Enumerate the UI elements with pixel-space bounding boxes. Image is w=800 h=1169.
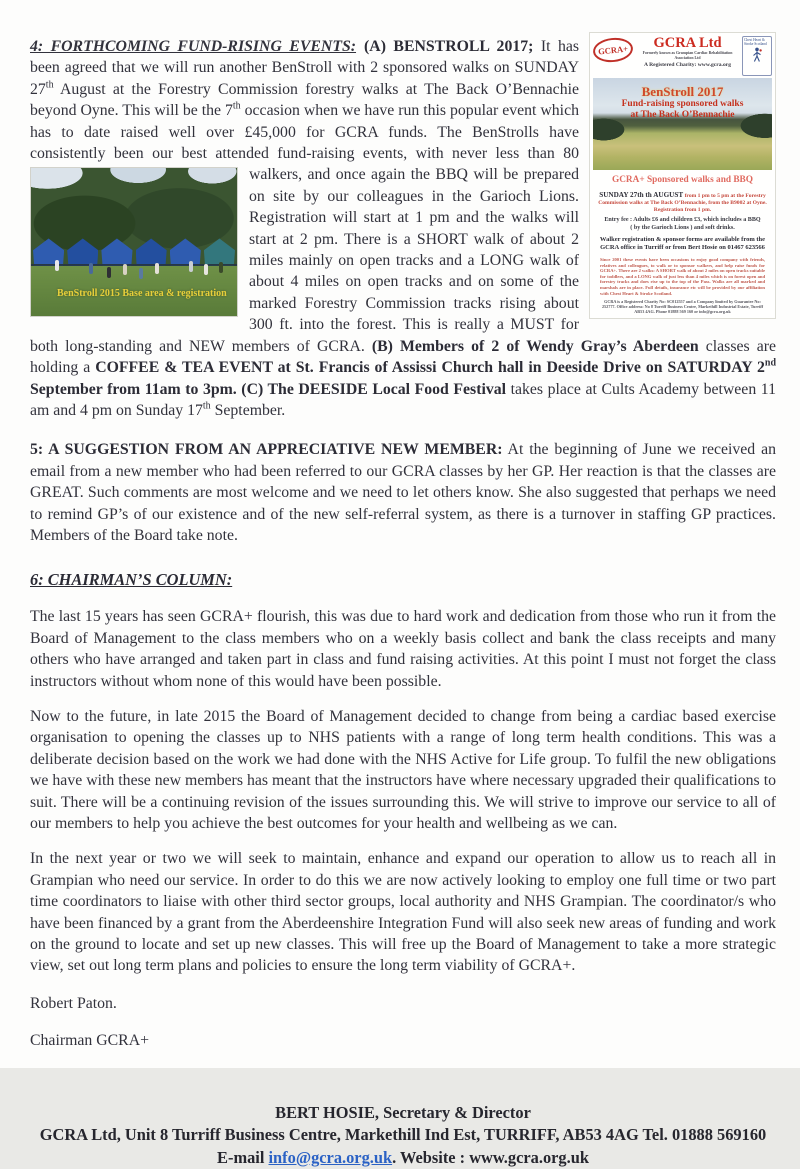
wendy-gray-label: (B) Members of 2 of Wendy Gray’s Aberdeen: [371, 337, 699, 355]
walking-person-icon: [751, 47, 763, 63]
poster-charity-line: A Registered Charity: www.gcra.org: [643, 62, 732, 68]
poster-photo-title: BenStroll 2017: [641, 84, 724, 99]
footer-email-label: E-mail: [217, 1147, 269, 1167]
person-figure: [123, 264, 127, 275]
gcra-plus-logo: GCRA+: [592, 36, 634, 64]
footer-secretary-line: BERT HOSIE, Secretary & Director: [275, 1102, 531, 1122]
person-figure: [89, 263, 93, 274]
photo-tents-row: [33, 238, 235, 266]
section4-text5: September.: [210, 401, 286, 419]
sup-7th: th: [232, 100, 241, 112]
person-figure: [219, 262, 223, 273]
sup-17th: th: [202, 400, 211, 412]
poster-red-line2: Commission walks at The Back O’Bennachie, from the B9002 at Oyne.: [598, 200, 767, 206]
signature-name: Robert Paton.: [30, 994, 117, 1012]
section4-heading: 4: FORTHCOMING FUND-RISING EVENTS:: [30, 38, 357, 55]
poster-fine-print-red: Since 2001 these events have been occasions to enjoy good company with friends, relatives and colleagues, to walk or to sponsor walkers, and help raise funds for GCRA+. There are 2 walks: A SHORT walk of about 2 miles on open tracks suitable for toddlers, and a LONG walk of just less than 4 miles which is on forest open and forestry tracks and does rise up to the top of the Pass. Walks are all marked and marshals are in place. Full details, insurance etc will be provided by our affiliation with Chest Heart & Stroke Scotland.: [600, 257, 765, 296]
section4-text4: takes place at Cults Academy between 11 am and 4 pm on Sunday 17: [30, 380, 776, 419]
tent-icon: [67, 238, 98, 266]
poster-entry-line2: ( by the Garioch Lions ) and soft drinks.: [630, 224, 735, 231]
person-figure: [155, 263, 159, 274]
page-footer: [30, 1102, 776, 1169]
footer-contact-line: [30, 1147, 776, 1169]
footer-website-text: . Website : www.gcra.org.uk: [392, 1147, 589, 1167]
section4-text3: classes are holding a: [30, 337, 776, 377]
poster-title-block: [635, 36, 740, 69]
poster-registration-line1: Walker registration & sponsor forms are available from the: [599, 236, 766, 243]
person-figure: [55, 260, 59, 271]
person-figure: [107, 267, 111, 278]
poster-subtitle: Formerly known as Grampian Cardiac Rehabilitation Association Ltd: [642, 51, 733, 60]
signature-title: Chairman GCRA+: [30, 1032, 150, 1050]
section5-heading: 5: A SUGGESTION FROM AN APPRECIATIVE NEW MEMBER:: [30, 441, 503, 459]
person-figure: [204, 264, 208, 275]
section6-para1: The last 15 years has seen GCRA+ flourish, this was due to hard work and dedication from those who run it from the Board of Management to the class members who on a weekly basis collect and bank the class receipts and many others who have arranged and taken part in class and fund raising activities. At this point I must not forget the class instructors without whom none of this would have been possible.: [30, 608, 776, 690]
poster-photo-subtitle2: at The Back O’Bennachie: [630, 110, 735, 120]
tent-icon: [170, 238, 201, 266]
poster-entry-line1: Entry fee : Adults £6 and children £3, which includes a BBQ: [604, 217, 761, 223]
poster-title: GCRA Ltd: [653, 35, 722, 51]
section5-paragraph: [30, 439, 776, 546]
poster-photo-subtitle1: Fund-raising sponsored walks: [621, 99, 744, 109]
footer-email-link[interactable]: info@gcra.org.uk: [268, 1147, 393, 1167]
poster-registration-line2: GCRA office in Turriff or from Bert Hosie on 01467 623566: [600, 244, 765, 251]
section4-text1a: It has been agreed that we will run another BenStroll with 2 sponsored walks on SUNDAY 27: [30, 38, 579, 98]
section4-text1b: August at the Forestry Commission forestry walks at The Back O’Bennachie beyond Oyne. This will be the 7: [30, 80, 579, 120]
deeside-festival-label: September from 11am to 3pm. (C) The DEESIDE Local Food Festival: [30, 380, 507, 398]
photo-caption: BenStroll 2015 Base area & registration: [57, 288, 227, 300]
footer-address-line: GCRA Ltd, Unit 8 Turriff Business Centre, Markethill Ind Est, TURRIFF, AB53 4AG Tel. 01888 569160: [39, 1125, 767, 1145]
section6-heading: 6: CHAIRMAN’S COLUMN:: [30, 570, 233, 590]
tent-icon: [101, 238, 132, 266]
tent-icon: [33, 238, 64, 266]
benstroll-2017-poster: [589, 32, 776, 319]
poster-photo-titles: [593, 85, 772, 121]
poster-header: [593, 36, 772, 76]
chss-affiliation-badge: [742, 36, 772, 76]
section6-para3: In the next year or two we will seek to maintain, enhance and expand our operation to allow us to reach all in Grampian who need our service. In order to do this we are now actively looking to employ one full time or two part time coordinators to liaise with other third sector groups, local authority and NHS Grampian. The coordinator/s who have been financed by a grant from the Aberdeenshire Integration Fund will also seek new areas of funding and work on the ground to locate and set up new classes. This will free up the Board of Management to take a more strategic view, set out long term plans and policies to ensure the long term viability of GCRA+.: [30, 850, 776, 975]
benstroll-label: (A) BENSTROLL 2017;: [364, 38, 534, 55]
section6-para2: Now to the future, in late 2015 the Board of Management decided to change from being a cardiac based exercise organisation to opening the classes up to NHS patients with a range of long term health conditions. This was a deliberate decision based on the work we had done with the NHS Active for Life group. To fulfil the new obligations we have with these new members has meant that the instructors have where necessary upgraded their qualifications to suit. There will be a continuing revision of the issues surrounding this. We will strive to improve our service to all of our members to help you achieve the best outcomes for your health and wellbeing as we can.: [30, 707, 776, 832]
badge-text: Chest Heart & Stroke Scotland: [744, 38, 767, 46]
poster-date-red: from 1 pm to 5 pm at the Forestry: [683, 193, 766, 199]
poster-date-line: [593, 189, 772, 200]
poster-fine-print-dark: GCRA is a Registered Charity No: SC012557 and a Company limited by Guarantee No: 252777. Office address: No 8 Turriff Business Centre, Markethill Industrial Estate, Turriff AB53 4AG. Phone 01888 569 160 or info@gcra.org.uk: [601, 299, 764, 315]
sup-27th: th: [45, 79, 54, 91]
section4-text2: walkers, and once again the BBQ will be prepared on site by our colleagues in the Garioch Lions. Registration will start at 1 pm and the walks will start at 2 pm. There is a SHORT walk of about 2 miles mainly on open tracks and a LONG walk of about 4 miles on open tracks and on some of the marked Forestry Commission tracks rising about 300 ft. into the forest. This is really a MUST for both long-standing and NEW members of GCRA.: [30, 166, 579, 355]
poster-date-bold: SUNDAY 27th th AUGUST: [599, 191, 684, 199]
coffee-tea-event-label: COFFEE & TEA EVENT at St. Francis of Assissi Church hall in Deeside Drive on SATURDAY 2: [95, 359, 765, 377]
section4-text1c: occasion when we have run this popular event which has to date raised well over £45,000 for GCRA funds. The BenStrolls have consistently been our best attended fund-raising events, with never less than 80: [30, 102, 579, 163]
poster-strapline: GCRA+ Sponsored walks and BBQ: [611, 175, 753, 185]
tent-icon: [136, 238, 167, 266]
poster-red-line3: Registration from 1 pm.: [653, 207, 712, 213]
poster-landscape-photo: [593, 78, 772, 170]
person-figure: [189, 261, 193, 272]
sup-2nd: nd: [764, 357, 777, 369]
person-figure: [139, 268, 143, 279]
benstroll-2015-photo: [30, 167, 238, 317]
section5-body: At the beginning of June we received an email from a new member who had been referred to our GCRA classes by her GP. Her reaction is that the classes are GREAT. Such comments are most welcome and we need to let others know. She also suggested that perhaps we need to remind GP’s of our existence and of the new self-referral system, as there is a turnover in staffing GP practices. Members of the Board take note.: [30, 441, 777, 544]
